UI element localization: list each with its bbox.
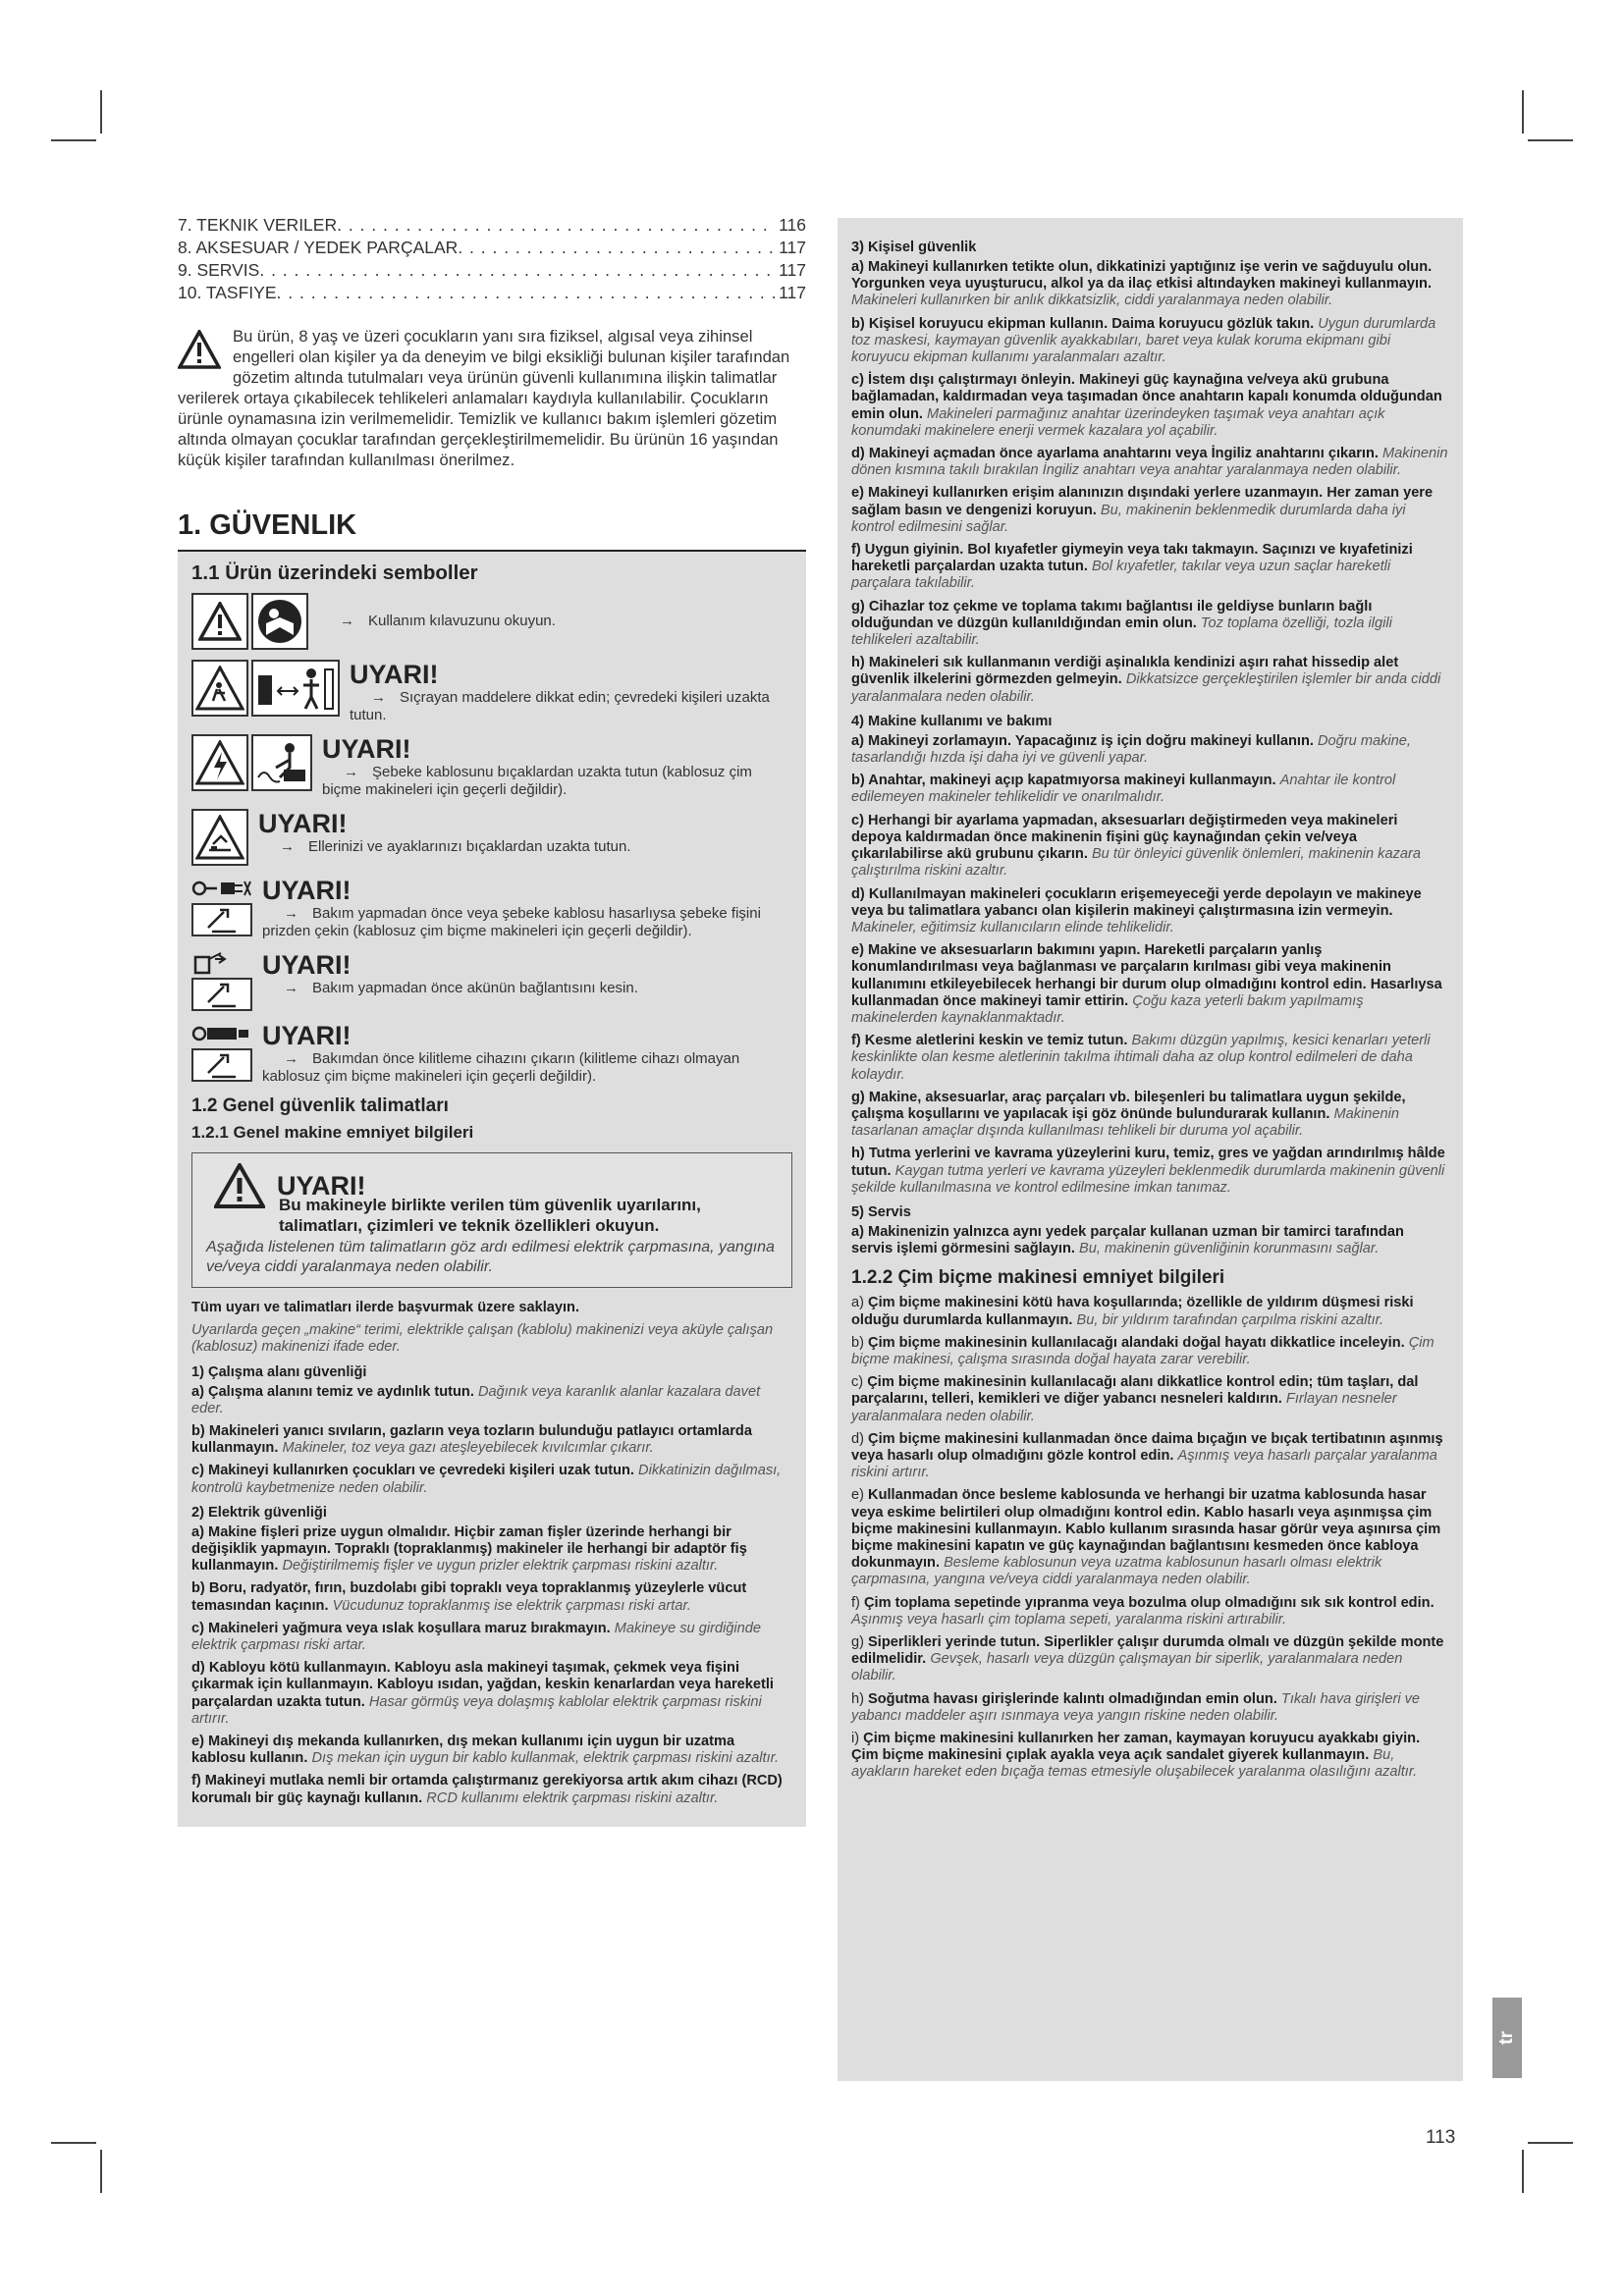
item-prefix: c) <box>851 1374 868 1391</box>
crop-mark <box>51 2142 96 2144</box>
paragraph <box>191 1734 792 1767</box>
paragraph-bold: Çim biçme makinesinin kullanılacağı alanı dikkatlice kontrol edin; tüm taşları, dal parçalarını, telleri, kemikleri ve diğer yabancı nesneleri kaldırın. <box>851 1374 1419 1408</box>
unplug-icon <box>191 876 252 901</box>
paragraph-italic: Bu, ayakların hareket eden bıçağa temas etmesiyle oluşabilecek yaralanma olasılığını azaltır. <box>851 1747 1418 1781</box>
paragraph-italic: Gevşek, hasarlı veya düzgün çalışmayan bir siperlik, yaralanmalara neden olabilir. <box>851 1651 1403 1684</box>
paragraph-bold: Tüm uyarı ve talimatları ilerde başvurmak üzere saklayın. <box>191 1300 580 1315</box>
item-prefix: d) <box>851 1430 869 1447</box>
warning-bold-text: Bu makineyle birlikte verilen tüm güvenlik uyarılarını, talimatları, çizimleri ve teknik özellikleri okuyun. <box>279 1196 701 1235</box>
symbol-text: Kullanım kılavuzunu okuyun. <box>368 613 556 629</box>
paragraph-italic: Makineye su girdiğinde elektrik çarpması riski artar. <box>191 1620 762 1654</box>
paragraph-italic: Aşınmış veya hasarlı parçalar yaralanma riskini artırır. <box>851 1447 1437 1481</box>
arrow-icon: → <box>284 980 298 996</box>
paragraph-bold: a) Makine fişleri prize uygun olmalıdır. Hiçbir zaman fişler üzerinde herhangi bir değişiklik yapmayın. Topraklı (topraklanmış) makineler ile herhangi bir adaptör fiş kullanmayın. <box>191 1523 747 1575</box>
paragraph-italic: Hasar görmüş veya dolaşmış kablolar elektrik çarpması riskini artırır. <box>191 1693 762 1727</box>
paragraph-italic: Toz toplama özelliği, tozla ilgili tehlikeleri azaltabilir. <box>851 614 1392 649</box>
paragraph <box>851 1224 1449 1257</box>
paragraph-italic: Değiştirilmemiş fişler ve uygun prizler elektrik çarpması riskini azaltır. <box>282 1558 719 1575</box>
language-tab[interactable] <box>1492 1998 1522 2078</box>
paragraph-bold: a) Makineyi kullanırken tetikte olun, dikkatinizi yaptığınız işe verin ve sağduyulu olun. Yorgunken veya uyuşturucu, alkol ya da ilaç etkisi altındayken makineyi kullanmayın. <box>851 259 1433 293</box>
paragraph-italic: Dikkatsizce gerçekleştirilen işlemler bir anda ciddi yaralanmalara neden olabilir. <box>851 671 1441 705</box>
symbol-text: Bakım yapmadan önce akünün bağlantısını kesin. <box>312 980 638 996</box>
paragraph-bold: h) Tutma yerlerini ve kavrama yüzeylerini kuru, temiz, gres ve yağdan arındırılmış hâlde tutun. <box>851 1146 1445 1179</box>
paragraph <box>851 1090 1449 1141</box>
paragraph-bold: f) Uygun giyinin. Bol kıyafetler giymeyin veya takı takmayın. Saçınızı ve kıyafetinizi hareketli parçalardan uzakta tutun. <box>851 542 1413 575</box>
paragraph-bold: b) Makineleri yanıcı sıvıların, gazların veya tozların bulunduğu patlayıcı ortamlarda kullanmayın. <box>191 1423 752 1457</box>
paragraph-italic: Vücudunuz topraklanmış ise elektrik çarpması riski artar. <box>332 1597 691 1614</box>
paragraph-bold: g) Makine, aksesuarlar, araç parçaları vb. bileşenleri bu talimatlara uygun şekilde, çalışma koşullarını ve yapılacak işi göz önünde bulundurarak kullanın. <box>851 1089 1406 1122</box>
paragraph <box>191 1322 792 1356</box>
warning-triangle-icon <box>191 593 248 650</box>
paragraph-italic: Makineler, eğitimsiz kullanıcıların elinde tehlikelidir. <box>851 919 1174 935</box>
symbol-text: Bakım yapmadan önce veya şebeke kablosu hasarlıysa şebeke fişini prizden çekin (kablosuz çim biçme makineleri için geçerli değildir). <box>262 905 761 939</box>
left-body-text <box>191 1300 792 1807</box>
paragraph-italic: Anahtar ile kontrol edilemeyen makineler tehlikelidir ve onarılmalıdır. <box>851 773 1396 806</box>
paragraph <box>851 1335 1449 1368</box>
paragraph <box>851 1487 1449 1588</box>
paragraph <box>851 259 1449 310</box>
paragraph-bold: d) Kabloyu kötü kullanmayın. Kabloyu asla makineyi taşımak, çekmek veya fişini çıkarmak için kullanmayın. Kabloyu ısıdan, yağdan, keskin kenarlardan veya hareketli parçalardan uzakta tutun. <box>191 1660 774 1710</box>
paragraph-italic: Makineleri kullanırken bir anlık dikkatsizlik, ciddi yaralanmaya neden olabilir. <box>851 293 1333 309</box>
paragraph <box>191 1621 792 1654</box>
warning-triangle-icon <box>178 330 221 369</box>
warning-heading: UYARI! <box>350 660 439 689</box>
symbol-text: Şebeke kablosunu bıçaklardan uzakta tutun (kablosuz çim biçme makineleri için geçerli değildir). <box>322 764 752 798</box>
paragraph-italic: Bol kıyafetler, takılar veya uzun saçlar hareketli parçalara takılabilir. <box>851 559 1391 592</box>
electric-shock-icon <box>191 734 248 791</box>
arrow-icon: → <box>280 838 295 855</box>
paragraph-italic: Makineler, toz veya gazı ateşleyebilecek kıvılcımlar çıkarır. <box>282 1440 654 1457</box>
arrow-icon: → <box>284 1050 298 1067</box>
arrow-icon: → <box>371 689 386 706</box>
subsection-heading: 1) Çalışma alanı güvenliği <box>191 1363 367 1380</box>
paragraph-bold: c) İstem dışı çalıştırmayı önleyin. Makineyi güç kaynağına ve/veya akü grubuna bağlamadan, kaldırmadan veya taşımadan önce anahtarın kapalı konumda olduğundan emin olun. <box>851 372 1442 422</box>
page-number: 113 <box>1426 2127 1456 2148</box>
paragraph-bold: c) Makineleri yağmura veya ıslak koşullara maruz bırakmayın. <box>191 1620 611 1636</box>
paragraph <box>851 599 1449 650</box>
paragraph-bold: Çim biçme makinesini kullanmadan önce daima bıçağın ve bıçak tertibatının aşınmış veya hasarlı olup olmadığını gözle kontrol edin. <box>851 1430 1443 1464</box>
paragraph-italic: Çoğu kaza yeterli bakım yapılmamış makinelerden kaynaklanmaktadır. <box>851 992 1364 1026</box>
arrow-icon: → <box>340 613 354 629</box>
section-title: 1. GÜVENLIK <box>178 509 806 552</box>
arrow-icon: → <box>344 764 358 780</box>
intro-text: Bu ürün, 8 yaş ve üzeri çocukların yanı sıra fiziksel, algısal veya zihinsel engelleri olan kişiler ya da deneyim ve bilgi eksikliği bulunan kişiler tarafından gözetim altında tutulmaları veya ürünün güvenli kullanımına ilişkin talimatlar verilerek ortaya çıkabilecek tehlikeleri anlamaları kaydıyla kullanılabilir. Çocukların ürünle oynamasına izin verilmemelidir. Temizlik ve kullanıcı bakım işlemleri gözetim altında olmayan çocuklar tarafından gerçekleştirilmemelidir. Bu ürünün 16 yaşından küçük kişiler tarafından kullanılması önerilmez. <box>178 327 790 469</box>
subsection-title: 1.2.2 Çim biçme makinesi emniyet bilgileri <box>851 1267 1225 1289</box>
paragraph <box>851 372 1449 440</box>
paragraph-italic: Uyarılarda geçen „makine“ terimi, elektrikle çalışan (kablolu) makinenizi veya aküyle çalışan (kablosuz) makinenizi ifade eder. <box>191 1322 774 1356</box>
paragraph <box>191 1524 792 1575</box>
paragraph <box>851 1634 1449 1685</box>
paragraph-italic: Tıkalı hava girişleri ve yabancı maddeler aşırı ısınmaya veya yangın riskine neden olabilir. <box>851 1690 1421 1724</box>
paragraph <box>851 773 1449 806</box>
paragraph-italic: Bu, bir yıldırım tarafından çarpılma riskini azaltır. <box>1076 1311 1384 1328</box>
paragraph <box>851 813 1449 881</box>
item-prefix: e) <box>851 1487 869 1504</box>
paragraph-bold: Çim toplama sepetinde yıpranma veya bozulma olup olmadığını sık sık kontrol edin. <box>863 1594 1435 1611</box>
paragraph-italic: Fırlayan nesneler yaralanmalara neden olabilir. <box>851 1391 1397 1424</box>
item-prefix: g) <box>851 1634 869 1651</box>
paragraph <box>851 1731 1449 1782</box>
symbol-text: Ellerinizi ve ayaklarınızı bıçaklardan uzakta tutun. <box>308 838 631 855</box>
keep-distance-icon <box>251 660 340 717</box>
paragraph-italic: Çim biçme makinesi, çalışma sırasında doğal hayata zarar verebilir. <box>851 1334 1435 1367</box>
maintenance-icon <box>191 1048 252 1082</box>
paragraph <box>191 1580 792 1614</box>
warning-heading: UYARI! <box>262 876 352 905</box>
paragraph-italic: Dış mekan için uygun bir kablo kullanmak, elektrik çarpması riskini azaltır. <box>311 1750 780 1767</box>
paragraph-bold: h) Makineleri sık kullanmanın verdiği aşinalıkla kendinizi aşırı rahat hissedip alet güvenlik ilkelerini görmezden gelmeyin. <box>851 655 1399 688</box>
paragraph-italic: Makinenin dönen kısmına takılı bırakılan İngiliz anahtarı veya anahtar yaralanmaya neden olabilir. <box>851 446 1448 479</box>
paragraph <box>191 1463 792 1496</box>
paragraph-bold: b) Kişisel koruyucu ekipman kullanın. Daima koruyucu gözlük takın. <box>851 315 1315 332</box>
paragraph-bold: b) Boru, radyatör, fırın, buzdolabı gibi topraklı veya topraklanmış yüzeylerle vücut temasından kaçının. <box>191 1580 747 1614</box>
paragraph-bold: e) Makineyi dış mekanda kullanırken, dış mekan kullanımı için uygun bir uzatma kablosu kullanın. <box>191 1734 735 1767</box>
paragraph-bold: a) Makinenizin yalnızca aynı yedek parçalar kullanan uzman bir tamirci tarafından servis işlemi görmesini sağlayın. <box>851 1223 1404 1257</box>
paragraph-bold: c) Makineyi kullanırken çocukları ve çevredeki kişileri uzak tutun. <box>191 1463 634 1479</box>
paragraph-italic: Makineleri parmağınız anahtar üzerindeyken taşımak veya anahtarı açık konumdaki makinelere enerji vermek kazalara yol açabilir. <box>851 405 1385 439</box>
cable-blade-icon <box>251 734 312 791</box>
symbol-row <box>191 876 792 940</box>
paragraph-bold: d) Kullanılmayan makineleri çocukların erişemeyeceği yerde depolayın ve makineye veya bu talimatlara yabancı olan kişilerin makineyi çalıştırmasına izin vermeyin. <box>851 885 1422 919</box>
symbol-row <box>191 950 792 1011</box>
paragraph-italic: Kaygan tutma yerleri ve kavrama yüzeyleri beklenmedik durumlarda makinenin güvenli şekilde kullanılmasına ve kontrol edilmesine imkan tanımaz. <box>851 1162 1445 1196</box>
crop-mark <box>1528 139 1573 141</box>
toc-entry[interactable]: 8. AKSESUAR / YEDEK PARÇALAR . . . 117 <box>178 237 806 259</box>
paragraph <box>851 942 1449 1027</box>
paragraph-bold: d) Makineyi açmadan önce ayarlama anahtarını veya İngiliz anahtarını çıkarın. <box>851 446 1379 462</box>
subsection-heading: 5) Servis <box>851 1203 911 1220</box>
blade-hands-feet-icon <box>191 809 248 866</box>
paragraph-italic: Besleme kablosunun veya uzatma kablosunun hasarlı olması elektrik çarpmasına, yangına ve/veya ciddi yaralanmaya neden olabilir. <box>851 1555 1382 1588</box>
paragraph <box>851 1146 1449 1197</box>
paragraph-bold: f) Kesme aletlerini keskin ve temiz tutun. <box>851 1033 1128 1049</box>
warning-triangle-icon <box>214 1163 265 1208</box>
item-prefix: h) <box>851 1690 869 1707</box>
paragraph-italic: Aşınmış veya hasarlı çim toplama sepeti, yaralanma riskini artırabilir. <box>851 1611 1287 1628</box>
paragraph-bold: b) Anahtar, makineyi açıp kapatmıyorsa makineyi kullanmayın. <box>851 773 1276 789</box>
read-manual-icon <box>251 593 308 650</box>
paragraph-italic: Dikkatinizin dağılması, kontrolü kaybetmenize neden olabilir. <box>191 1463 782 1496</box>
paragraph <box>851 733 1449 767</box>
subsection-heading: 4) Makine kullanımı ve bakımı <box>851 713 1053 729</box>
symbol-text: Bakımdan önce kilitleme cihazını çıkarın (kilitleme cihazı olmayan kablosuz çim biçme makineleri için geçerli değildir). <box>262 1050 740 1085</box>
left-column <box>178 214 806 1827</box>
symbols-heading: 1.1 Ürün üzerindeki semboller <box>191 561 478 584</box>
paragraph <box>851 485 1449 536</box>
symbol-row <box>191 1021 792 1086</box>
general-warning-box <box>191 1152 792 1288</box>
paragraph-bold: c) Herhangi bir ayarlama yapmadan, aksesuarları değiştirmeden veya makineleri depoya kaldırmadan önce makinenin fişini güç kaynağından çekin ve/veya çıkarılabilirse akü grubunu çıkarın. <box>851 812 1398 863</box>
key-remove-icon <box>191 1021 252 1046</box>
warning-heading: UYARI! <box>322 734 411 764</box>
paragraph <box>851 1033 1449 1084</box>
paragraph <box>851 542 1449 593</box>
safety-panel <box>178 552 806 1827</box>
paragraph-italic: Uygun durumlarda toz maskesi, kaymayan güvenlik ayakkabıları, baret veya kulak koruma ekipmanı gibi koruyucu ekipman kullanımı yaralanmaları azaltır. <box>851 315 1436 366</box>
paragraph-italic: Bakımı düzgün yapılmış, kesici kenarları yeterli keskinlikte olan kesme aletlerinin takılma ihtimali daha az olup kontrol edilmeleri de daha kolaydır. <box>851 1033 1431 1083</box>
machine-safety-heading: 1.2.1 Genel makine emniyet bilgileri <box>191 1123 474 1142</box>
symbol-text: Sıçrayan maddelere dikkat edin; çevredeki kişileri uzakta tutun. <box>350 689 770 723</box>
paragraph-italic: Bu, makinenin beklenmedik durumlarda daha iyi kontrol edilmesini sağlar. <box>851 502 1406 535</box>
symbol-row <box>191 809 792 866</box>
paragraph-bold: f) Makineyi mutlaka nemli bir ortamda çalıştırmanız gerekiyorsa artık akım cihazı (RCD) korumalı bir güç kaynağı kullanın. <box>191 1773 783 1806</box>
paragraph-bold: g) Cihazlar toz çekme ve toplama takımı bağlantısı ile geldiyse bunların bağlı olduğundan ve düzgün kullanıldığından emin olun. <box>851 598 1373 631</box>
crop-mark <box>1522 2150 1524 2193</box>
paragraph-bold: a) Çalışma alanını temiz ve aydınlık tutun. <box>191 1383 474 1400</box>
paragraph <box>851 1374 1449 1425</box>
general-safety-heading: 1.2 Genel güvenlik talimatları <box>191 1095 449 1116</box>
symbol-row <box>191 593 792 650</box>
subsection-heading: 2) Elektrik güvenliği <box>191 1504 327 1521</box>
paragraph-italic: Dağınık veya karanlık alanlar kazalara davet eder. <box>191 1383 761 1416</box>
maintenance-icon <box>191 903 252 936</box>
item-prefix: f) <box>851 1594 864 1611</box>
paragraph-italic: Bu, makinenin güvenliğinin korunmasını sağlar. <box>1079 1241 1380 1257</box>
paragraph-italic: Bu tür önleyici güvenlik önlemleri, makinenin kazara çalıştırılma riskini azaltır. <box>851 846 1421 880</box>
paragraph <box>191 1384 792 1417</box>
warning-italic-text: Aşağıda listelenen tüm talimatların göz ardı edilmesi elektrik çarpmasına, yangına ve/veya ciddi yaralanmaya neden olabilir. <box>206 1239 775 1275</box>
paragraph <box>851 1431 1449 1482</box>
paragraph <box>191 1773 792 1806</box>
paragraph-italic: RCD kullanımı elektrik çarpması riskini azaltır. <box>426 1789 719 1806</box>
warning-heading: UYARI! <box>262 1021 352 1050</box>
paragraph-bold: a) Makineyi zorlamayın. Yapacağınız iş için doğru makineyi kullanın. <box>851 732 1314 749</box>
toc-entry[interactable]: 9. SERVIS . . . 117 <box>178 259 806 282</box>
paragraph <box>191 1423 792 1457</box>
paragraph <box>851 1691 1449 1725</box>
maintenance-icon <box>191 978 252 1011</box>
crop-mark <box>51 139 96 141</box>
item-prefix: i) <box>851 1731 864 1747</box>
paragraph-bold: Çim biçme makinesini kötü hava koşullarında; özellikle de yıldırım düşmesi riski olduğu durumlarda kullanmayın. <box>851 1295 1414 1328</box>
paragraph <box>851 886 1449 937</box>
paragraph-bold: Siperlikleri yerinde tutun. Siperlikler çalışır durumda olmalı ve düzgün şekilde monte edilmelidir. <box>851 1634 1444 1668</box>
table-of-contents <box>178 214 806 304</box>
paragraph-bold: e) Makineyi kullanırken erişim alanınızın dışındaki yerlere uzanmayın. Her zaman yere sağlam basın ve dengenizi koruyun. <box>851 485 1434 518</box>
item-prefix: a) <box>851 1295 869 1311</box>
paragraph <box>851 446 1449 479</box>
paragraph-bold: Çim biçme makinesinin kullanılacağı alandaki doğal hayatı dikkatlice inceleyin. <box>868 1334 1405 1351</box>
item-prefix: b) <box>851 1334 869 1351</box>
paragraph <box>851 316 1449 367</box>
crop-mark <box>1528 2142 1573 2144</box>
paragraph <box>851 1295 1449 1328</box>
arrow-icon: → <box>284 905 298 922</box>
language-tab-label: tr <box>1495 2031 1517 2045</box>
warning-heading: UYARI! <box>262 950 352 980</box>
paragraph-bold: Çim biçme makinesini kullanırken her zaman, kaymayan koruyucu ayakkabı giyin. Çim biçme makinesini çıplak ayakla veya açık sandalet giyerek kullanmayın. <box>851 1731 1421 1764</box>
subsection-heading: 3) Kişisel güvenlik <box>851 240 977 255</box>
paragraph-bold: Soğutma havası girişlerinde kalıntı olmadığından emin olun. <box>868 1690 1277 1707</box>
symbol-row <box>191 734 792 799</box>
symbol-row <box>191 660 792 724</box>
warning-heading: UYARI! <box>277 1170 366 1201</box>
paragraph <box>191 1660 792 1728</box>
thrown-objects-icon <box>191 660 248 717</box>
right-body-text <box>851 240 1449 1782</box>
paragraph-italic: Doğru makine, tasarlandığı hızda işi daha iyi ve güvenli yapar. <box>851 732 1411 767</box>
paragraph-bold: Kullanmadan önce besleme kablosunda ve herhangi bir uzatma kablosunda hasar veya eskime belirtileri olup olmadığını kontrol edin. Kablo hasarlı veya aşınmışsa çim biçme makinesini kullanmayın. Kablo kullanım sırasında hasar görür veya aşınırsa çim biçme makinesini kapatın ve güç kaynağından bağlantısını kesmeden önce kabloya dokunmayın. <box>851 1487 1441 1572</box>
paragraph-bold: e) Makine ve aksesuarların bakımını yapın. Hareketli parçaların yanlış konumlandırılması veya bağlanması ve parçaların kırılması gibi veya makinenin kullanımını etkileyebilecek herhangi bir durum olup olmadığını kontrol edin. Hasarlıysa kullanmadan önce makineyi tamir ettirin. <box>851 942 1442 1009</box>
crop-mark <box>100 2150 102 2193</box>
toc-entry[interactable]: 10. TASFIYE . . . 117 <box>178 282 806 304</box>
warning-heading: UYARI! <box>258 809 348 838</box>
intro-paragraph <box>178 326 806 470</box>
paragraph <box>851 655 1449 706</box>
paragraph <box>851 1595 1449 1629</box>
crop-mark <box>1522 90 1524 133</box>
crop-mark <box>100 90 102 133</box>
paragraph <box>191 1300 792 1316</box>
right-column <box>838 218 1463 2081</box>
battery-remove-icon <box>191 950 252 976</box>
paragraph-italic: Makinenin tasarlanan amaçlar dışında kullanılması tehlikeli bir duruma yol açabilir. <box>851 1105 1400 1140</box>
toc-entry[interactable]: 7. TEKNIK VERILER . . . 116 <box>178 214 806 237</box>
